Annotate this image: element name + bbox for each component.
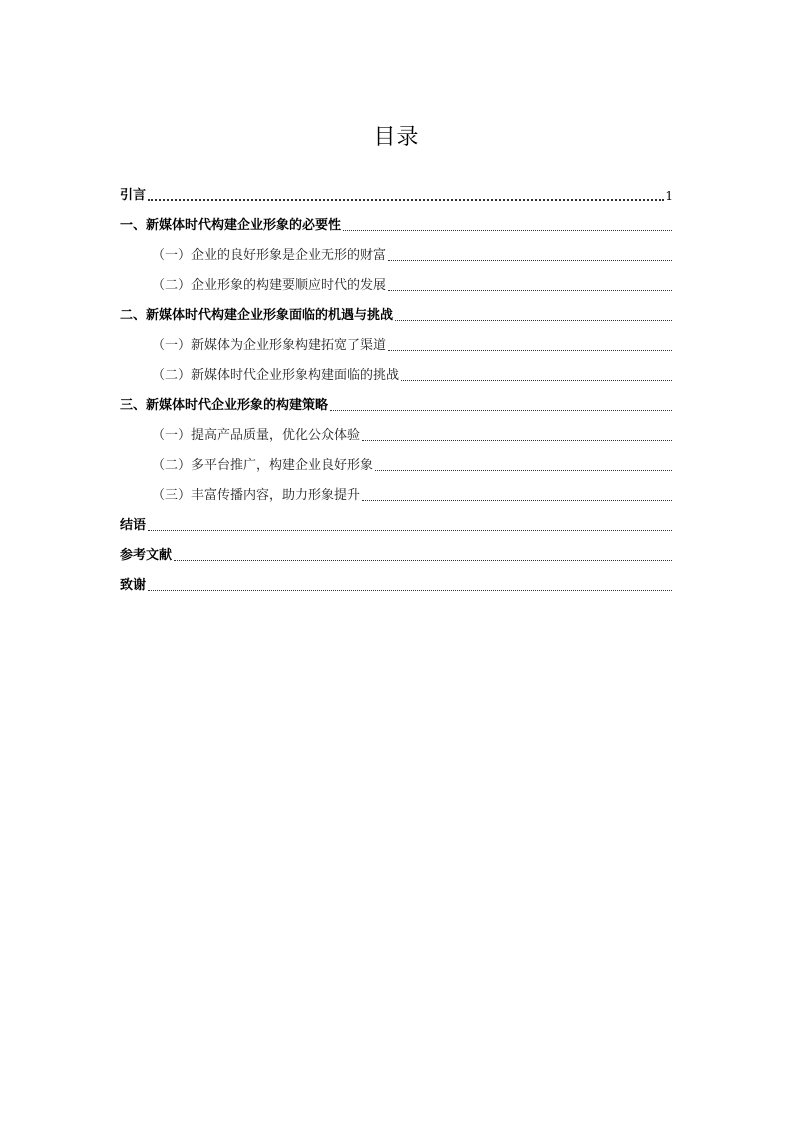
toc-entry-section-3-3[interactable]: [120, 481, 673, 511]
toc-entry-page-number: 1: [665, 189, 673, 203]
toc-entry-conclusion[interactable]: [120, 511, 673, 541]
toc-entry-label: （一）企业的良好形象是企业无形的财富: [152, 248, 387, 263]
toc-entry-intro[interactable]: [120, 181, 673, 211]
dot-leader: [148, 589, 672, 591]
dot-leader: [388, 289, 672, 291]
toc-entry-references[interactable]: [120, 541, 673, 571]
dot-leader: [148, 198, 664, 201]
toc-entry-label: （二）企业形象的构建要顺应时代的发展: [152, 278, 387, 293]
toc-entry-section-2[interactable]: [120, 301, 673, 331]
toc-entry-label: （一）提高产品质量，优化公众体验: [152, 428, 361, 443]
dot-leader: [362, 499, 672, 501]
dot-leader: [343, 229, 672, 231]
toc-entry-label: 致谢: [120, 578, 147, 593]
toc-title: 目录: [373, 125, 420, 150]
toc-entry-label: （一）新媒体为企业形象构建拓宽了渠道: [152, 338, 387, 353]
toc-entry-label: 参考文献: [120, 548, 173, 563]
dot-leader: [395, 319, 672, 321]
toc-entry-label: （三）丰富传播内容，助力形象提升: [152, 488, 361, 503]
toc-entry-section-2-1[interactable]: [120, 331, 673, 361]
table-of-contents: [120, 181, 673, 601]
toc-entry-label: （二）多平台推广，构建企业良好形象: [152, 458, 374, 473]
toc-entry-section-1-1[interactable]: [120, 241, 673, 271]
toc-entry-section-1-2[interactable]: [120, 271, 673, 301]
dot-leader: [174, 559, 672, 561]
toc-entry-label: 三、新媒体时代企业形象的构建策略: [120, 398, 329, 413]
toc-entry-label: （二）新媒体时代企业形象构建面临的挑战: [152, 368, 400, 383]
toc-entry-section-1[interactable]: [120, 211, 673, 241]
toc-entry-label: 二、新媒体时代构建企业形象面临的机遇与挑战: [120, 308, 394, 323]
toc-entry-section-3[interactable]: [120, 391, 673, 421]
dot-leader: [388, 259, 672, 261]
toc-entry-label: 一、新媒体时代构建企业形象的必要性: [120, 218, 342, 233]
dot-leader: [401, 379, 672, 381]
toc-entry-section-2-2[interactable]: [120, 361, 673, 391]
toc-entry-section-3-2[interactable]: [120, 451, 673, 481]
toc-entry-section-3-1[interactable]: [120, 421, 673, 451]
toc-entry-acknowledgements[interactable]: [120, 571, 673, 601]
toc-entry-label: 引言: [120, 188, 147, 203]
dot-leader: [362, 439, 672, 441]
toc-entry-label: 结语: [120, 518, 147, 533]
dot-leader: [375, 469, 672, 471]
dot-leader: [388, 349, 672, 351]
dot-leader: [330, 409, 672, 411]
dot-leader: [148, 529, 672, 531]
